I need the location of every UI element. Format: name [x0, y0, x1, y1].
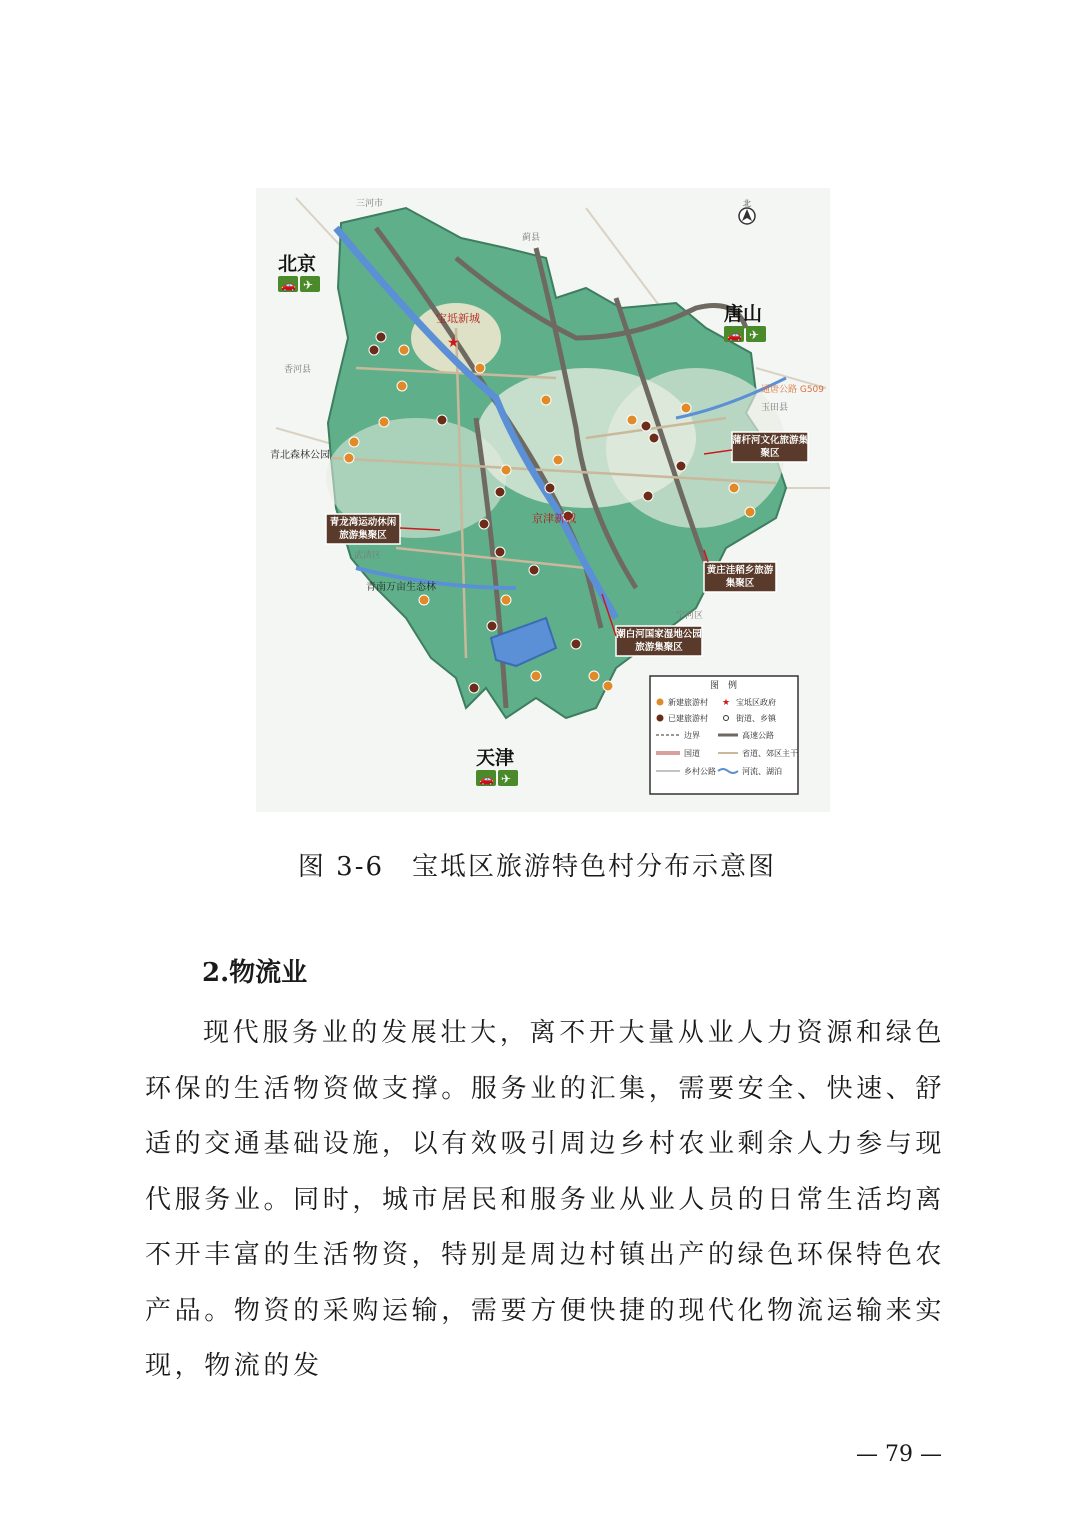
district-seat-label: 宝坻新城 — [436, 312, 480, 325]
cluster-qinglongwan: 青龙湾运动休闲旅游集聚区 — [326, 514, 440, 544]
svg-text:✈: ✈ — [303, 278, 314, 292]
svg-text:✈: ✈ — [749, 328, 760, 342]
svg-text:★: ★ — [447, 335, 460, 351]
body-paragraph: 现代服务业的发展壮大，离不开大量从业人力资源和绿色环保的生活物资做支撑。服务业的汇集，需要安全、快速、舒适的交通基础设施，以有效吸引周边乡村农业剩余人力参与现代服务业。同时，城市居民和服务业从业人员的日常生活均离不开丰富的生活物资，特别是周边村镇出产的绿色环保特色农产品。物资的采购运输，需要方便快捷的现代化物流运输来实现，物流的发 — [145, 1018, 945, 1381]
svg-text:🚗: 🚗 — [281, 278, 296, 292]
svg-text:乡村公路: 乡村公路 — [684, 767, 716, 776]
cluster-pengganhe: 蒲杆河文化旅游集聚区 — [704, 432, 808, 462]
cluster-chaobaihe: 潮白河国家湿地公园旅游集聚区 — [602, 594, 702, 656]
svg-text:街道、乡镇: 街道、乡镇 — [736, 714, 776, 723]
svg-text:🚗: 🚗 — [479, 772, 494, 786]
jixian-label: 蓟县 — [522, 233, 541, 243]
svg-text:唐山: 唐山 — [724, 303, 763, 325]
svg-text:✈: ✈ — [501, 772, 512, 786]
svg-text:省道、郊区主干: 省道、郊区主干 — [742, 749, 798, 758]
ninghe-label: 宁河区 — [676, 611, 704, 621]
svg-text:边界: 边界 — [684, 731, 700, 740]
jingjin-newtown-label: 京津新城 — [532, 512, 576, 525]
wuqing-label: 武清区 — [354, 551, 382, 561]
svg-text:北京: 北京 — [278, 253, 317, 275]
svg-text:国道: 国道 — [684, 749, 700, 758]
svg-text:已建旅游村: 已建旅游村 — [668, 714, 708, 723]
svg-text:🚗: 🚗 — [727, 328, 742, 342]
svg-text:北: 北 — [743, 199, 751, 208]
page-number: — 79 — — [856, 1442, 942, 1467]
section-heading: 2.物流业 — [202, 958, 308, 988]
tongtang-road-label: 通唐公路 G509 — [761, 385, 825, 395]
sanhe-label: 三河市 — [356, 199, 384, 209]
yutian-label: 玉田县 — [761, 403, 789, 413]
qingnan-label: 青南万亩生态林 — [366, 582, 436, 593]
svg-text:高速公路: 高速公路 — [742, 731, 774, 740]
svg-text:图 例: 图 例 — [710, 681, 738, 691]
qingbei-label: 青北森林公园 — [270, 450, 330, 461]
svg-text:★: ★ — [722, 698, 731, 708]
svg-text:宝坻区政府: 宝坻区政府 — [736, 698, 776, 707]
svg-text:天津: 天津 — [476, 747, 515, 769]
district-tourism-map — [256, 188, 830, 812]
map-legend — [650, 676, 798, 794]
svg-text:新建旅游村: 新建旅游村 — [668, 698, 708, 707]
xianghe-label: 香河县 — [284, 365, 312, 375]
figure-caption: 图 3-6 宝坻区旅游特色村分布示意图 — [297, 852, 777, 882]
cluster-huangzhuang: 黄庄洼稻乡旅游集聚区 — [704, 550, 776, 592]
svg-text:河流、湖泊: 河流、湖泊 — [742, 767, 782, 776]
